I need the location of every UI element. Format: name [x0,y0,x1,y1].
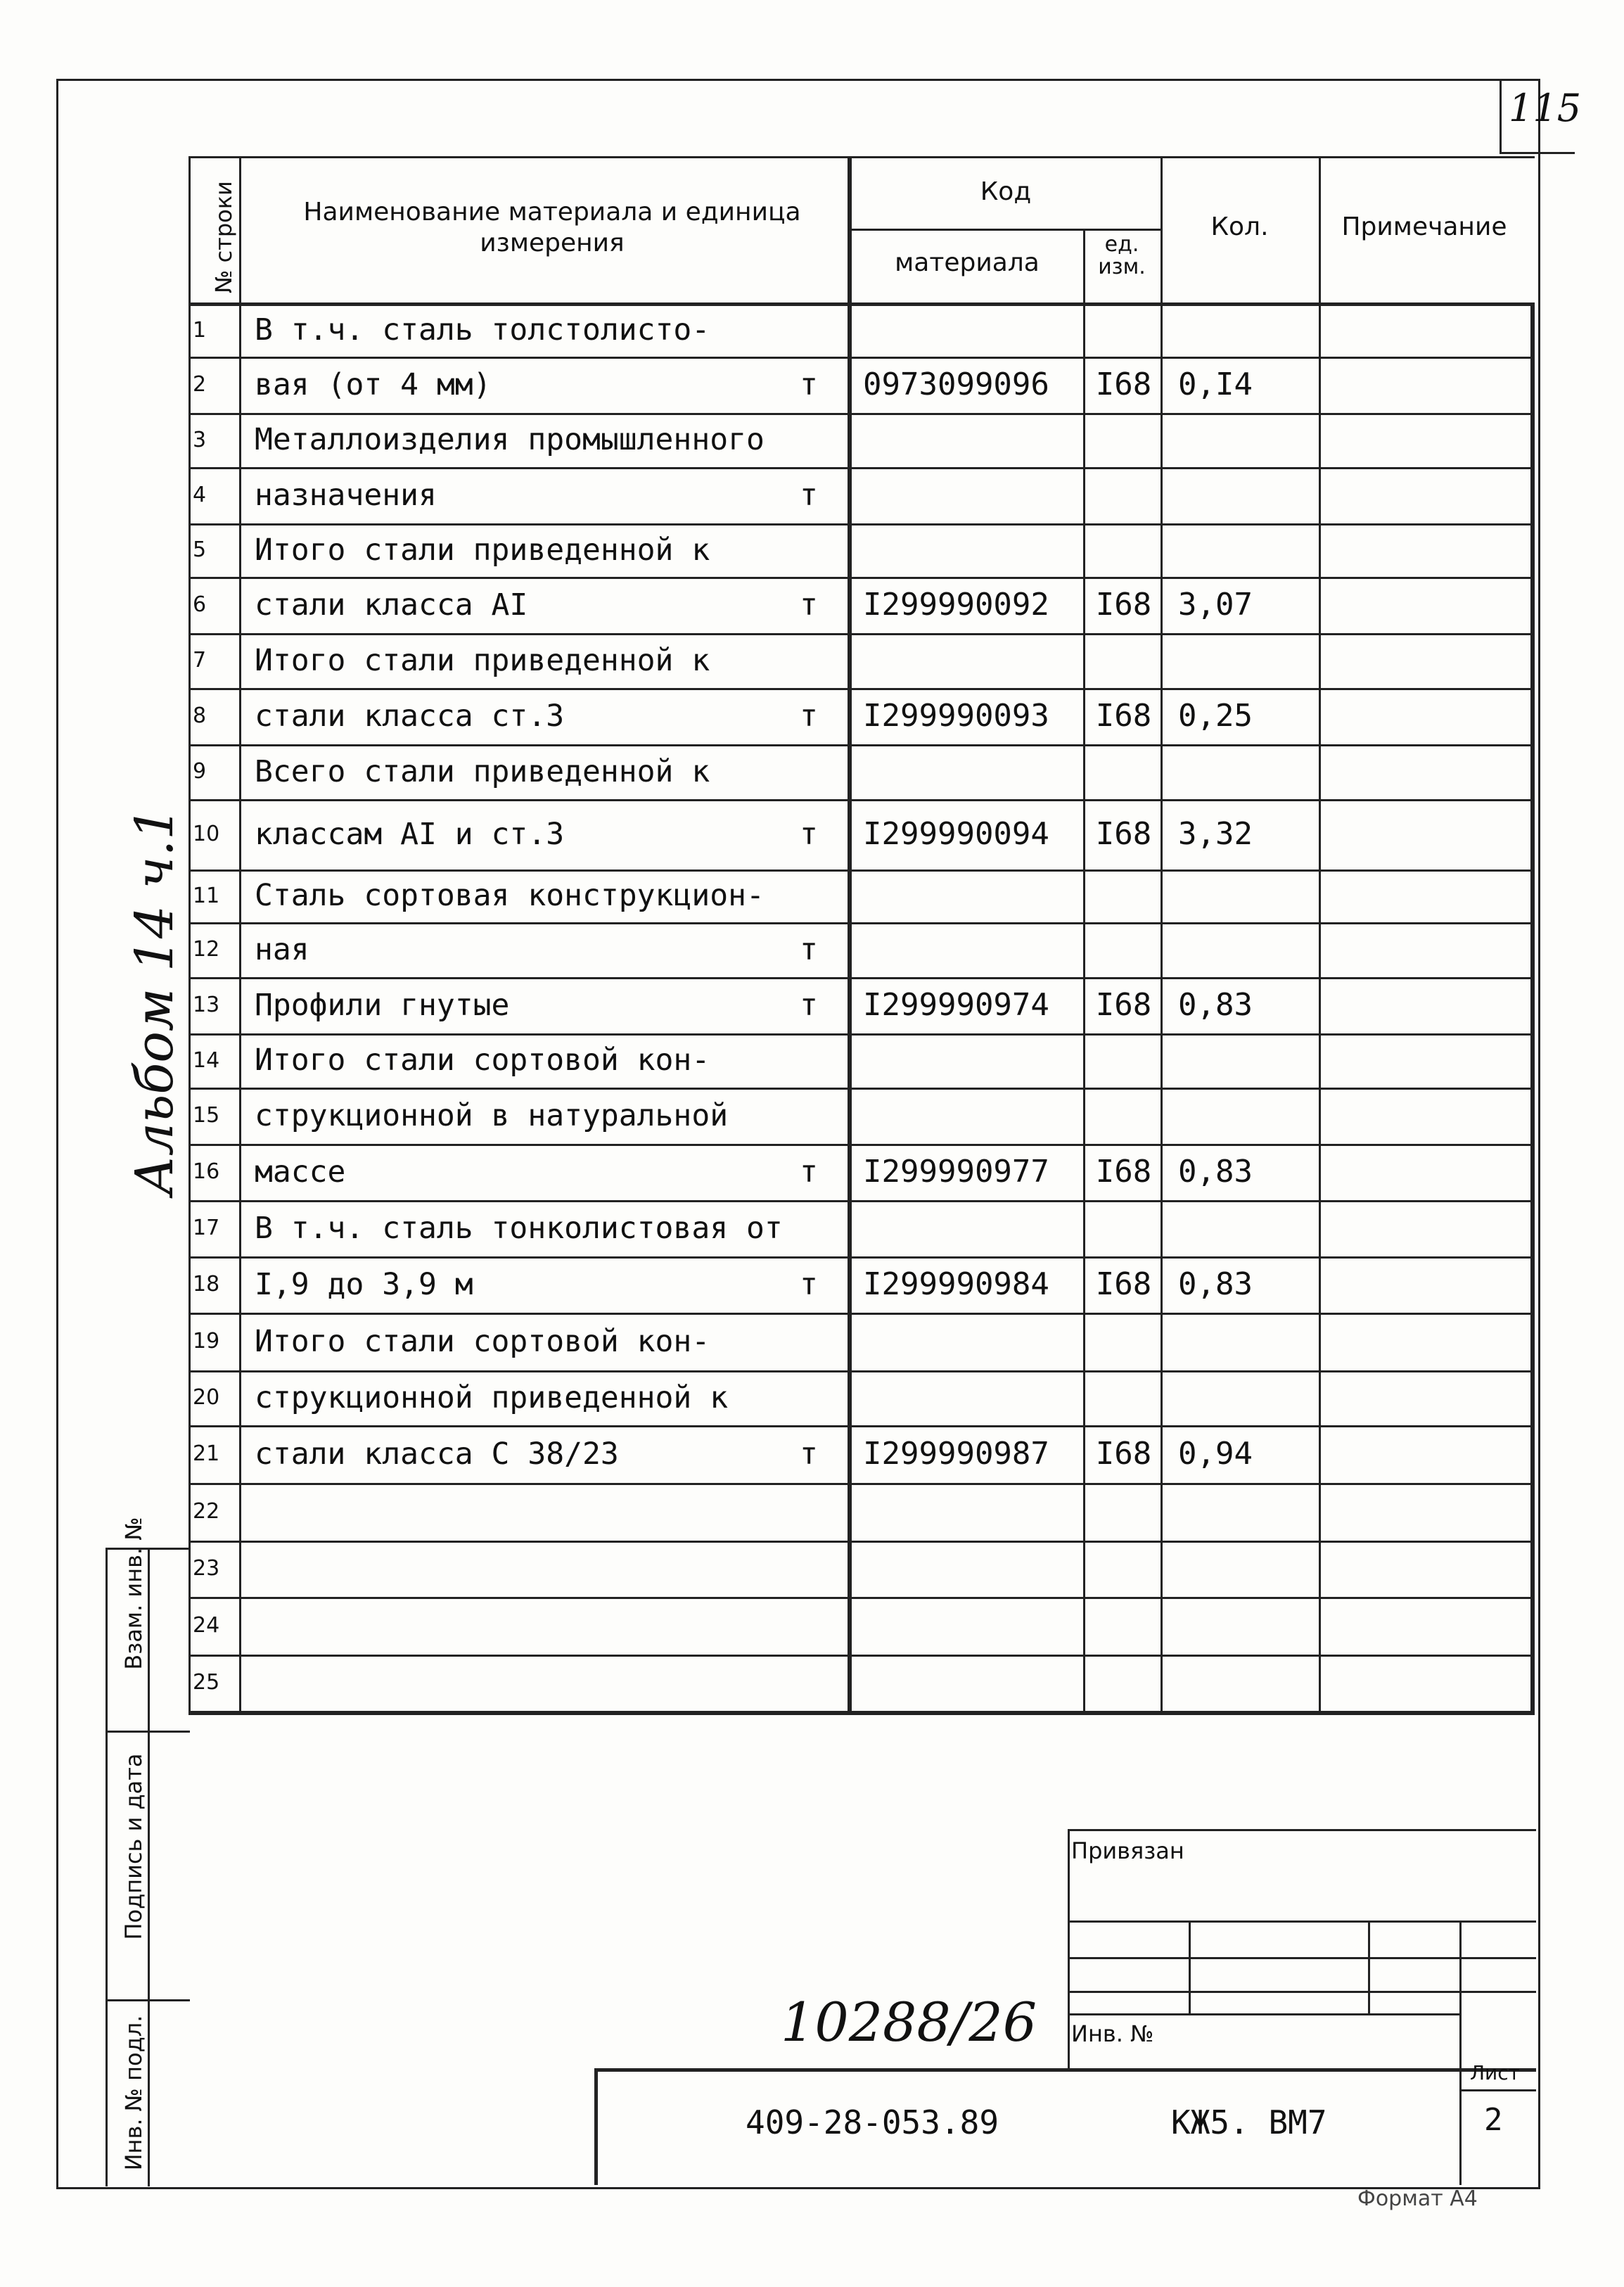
stamp-col-2 [1368,1920,1370,2015]
row-number: 23 [193,1556,220,1581]
row-name: Сталь сортовая конструкцион- [255,878,765,913]
row-name: массе [255,1154,346,1190]
stamp-sheet-label: Лист [1470,2061,1520,2084]
row-material-code: I299990977 [863,1154,1049,1190]
row-unit: т [800,1436,818,1472]
stamp-row-4 [1068,2013,1462,2015]
stamp-top [1068,1829,1536,1831]
row-unit-code [1090,304,1157,357]
row-number: 25 [193,1670,220,1695]
row-number: 6 [193,592,207,617]
row-unit-code [1090,1597,1157,1655]
row-unit [791,1655,826,1711]
row-unit-code: I68 [1095,816,1152,852]
row-name: Итого стали приведенной к [255,643,710,678]
row-qty: 3,07 [1178,587,1253,623]
row-qty: 0,25 [1178,698,1253,734]
row-number: 14 [193,1048,220,1073]
row-name: Итого стали сортовой кон- [255,1324,710,1359]
row-unit-code [1090,1033,1157,1088]
row-unit: т [800,478,818,513]
row-name: В т.ч. сталь тонколистовая от [255,1211,783,1246]
row-number: 2 [193,372,207,397]
row-qty: 0,I4 [1178,367,1253,402]
row-number: 1 [193,318,207,343]
stamp-sheet-line [1459,2089,1536,2091]
row-qty: 0,83 [1178,1154,1253,1190]
row-name: стали класса С 38/23 [255,1436,619,1472]
row-name: назначения [255,478,437,513]
row-number: 12 [193,937,220,962]
row-unit-code [1090,467,1157,523]
col-line-unit [1083,229,1085,1712]
row-unit-code [1090,1541,1157,1597]
row-unit-code: I68 [1095,367,1152,402]
stamp-row-2 [1068,1957,1536,1959]
row-number: 19 [193,1329,220,1353]
row-name: вая (от 4 мм) [255,367,492,402]
side-label-vzam: Взам. инв. № [120,1517,147,1670]
row-name: стали класса AI [255,587,528,623]
row-line [188,1483,1535,1485]
row-unit: т [800,1267,818,1302]
side-strip-left [106,1548,108,2186]
row-line [188,1597,1535,1599]
header-code-material: материала [895,248,1040,277]
stamp-main-left [594,2068,598,2185]
row-name: струкционной приведенной к [255,1380,729,1415]
row-qty: 0,83 [1178,1266,1253,1302]
row-name: классам AI и ст.3 [255,817,565,852]
header-note: Примечание [1341,212,1507,241]
row-unit-code: I68 [1095,1266,1152,1302]
row-material-code: I299990987 [863,1436,1049,1472]
row-unit: т [800,699,818,734]
row-unit [791,869,826,922]
row-unit-code [1090,869,1157,922]
row-number: 7 [193,648,207,673]
row-unit [791,1370,826,1425]
row-unit: т [800,817,818,852]
header-code: Код [980,177,1032,206]
row-line [188,1541,1535,1543]
row-unit-code [1090,1655,1157,1711]
row-number: 22 [193,1499,220,1524]
row-unit: т [800,367,818,402]
side-label-inv-podl: Инв. № подл. [120,2015,147,2171]
header-code-unit: ед. изм. [1098,232,1146,279]
stamp-main-top [594,2068,1536,2072]
side-label-podpis: Подпись и дата [120,1753,147,1940]
handwritten-number: 10288/26 [781,1991,1037,2053]
row-unit-code [1090,413,1157,467]
row-qty: 3,32 [1178,816,1253,852]
stamp-sheet-number: 2 [1484,2102,1503,2138]
row-unit [791,304,826,357]
row-unit: т [800,1154,818,1190]
row-unit [791,1033,826,1088]
row-number: 13 [193,993,220,1017]
row-material-code: 0973099096 [863,367,1049,402]
row-number: 16 [193,1159,220,1184]
header-top-line [188,156,1535,158]
stamp-doc-code: 409-28-053.89 [746,2103,999,2141]
stamp-left [1068,1829,1070,2068]
row-line [188,1144,1535,1146]
row-unit: т [800,932,818,967]
row-name: ная [255,932,309,967]
row-unit [791,1313,826,1370]
row-material-code: I299990984 [863,1266,1049,1302]
row-number: 15 [193,1103,220,1128]
stamp-doc-mark: КЖ5. ВМ7 [1171,2103,1327,2141]
code-subheader-line [848,229,1161,231]
row-name: Металлоизделия промышленного [255,422,765,457]
row-unit [791,1483,826,1541]
row-material-code: I299990093 [863,698,1049,734]
stamp-inv-no: Инв. № [1071,2020,1154,2047]
row-unit-code: I68 [1095,1436,1152,1472]
stamp-col-1 [1189,1920,1191,2015]
album-note: Альбом 14 ч.1 [124,806,185,1196]
row-name: стали класса ст.3 [255,699,565,734]
row-number: 8 [193,703,207,728]
row-unit [791,744,826,799]
stamp-col-3 [1459,1920,1462,2185]
row-unit-code [1090,523,1157,577]
stamp-privyazan: Привязан [1071,1837,1184,1864]
row-number: 4 [193,483,207,507]
table-bottom-line [188,1711,1535,1715]
row-material-code: I299990092 [863,587,1049,623]
page-number: 115 [1509,86,1582,130]
row-number: 9 [193,759,207,784]
row-unit: т [800,587,818,623]
stamp-row-1 [1068,1920,1536,1923]
row-name: В т.ч. сталь толстолисто- [255,312,710,348]
row-number: 5 [193,537,207,562]
row-qty: 0,94 [1178,1436,1253,1472]
header-row-number: № строки [210,181,237,293]
format-label: Формат А4 [1357,2186,1478,2211]
row-unit [791,633,826,688]
row-name: Итого стали приведенной к [255,533,710,568]
row-unit-code [1090,1200,1157,1256]
row-unit-code [1090,1313,1157,1370]
col-line-code [848,156,852,1712]
row-number: 21 [193,1441,220,1466]
row-unit-code: I68 [1095,587,1152,623]
row-unit [791,523,826,577]
row-unit-code [1090,1370,1157,1425]
row-unit [791,1088,826,1144]
row-name: Итого стали сортовой кон- [255,1043,710,1078]
row-unit [791,1597,826,1655]
row-unit [791,1541,826,1597]
row-number: 18 [193,1272,220,1297]
stamp-row-3 [1068,1991,1536,1993]
row-unit-code [1090,1483,1157,1541]
row-unit-code: I68 [1095,1154,1152,1190]
row-name: струкционной в натуральной [255,1098,729,1133]
row-name: Профили гнутые [255,988,510,1023]
row-unit-code [1090,633,1157,688]
row-name: I,9 до 3,9 м [255,1267,473,1302]
row-number: 20 [193,1385,220,1410]
row-qty: 0,83 [1178,987,1253,1023]
col-line-note [1319,156,1321,1712]
row-number: 24 [193,1613,220,1638]
row-unit-code [1090,744,1157,799]
row-material-code: I299990094 [863,816,1049,852]
col-line-right [1530,302,1535,1712]
row-number: 10 [193,822,220,846]
row-unit-code: I68 [1095,987,1152,1023]
row-number: 3 [193,428,207,452]
row-name: Всего стали приведенной к [255,754,710,789]
col-line-name [239,156,241,1712]
row-unit-code: I68 [1095,698,1152,734]
header-name: Наименование материала и единица измерения [303,198,801,257]
col-line-qty [1161,156,1163,1712]
row-unit-code [1090,922,1157,977]
row-unit [791,1200,826,1256]
row-unit: т [800,988,818,1023]
row-number: 17 [193,1216,220,1240]
row-number: 11 [193,884,220,908]
row-line [188,922,1535,924]
header-qty: Кол. [1210,212,1269,241]
row-material-code: I299990974 [863,987,1049,1023]
row-unit [791,413,826,467]
row-line [188,1655,1535,1657]
side-strip-line-1 [106,1731,190,1733]
row-unit-code [1090,1088,1157,1144]
col-line-rownum [188,156,191,1712]
